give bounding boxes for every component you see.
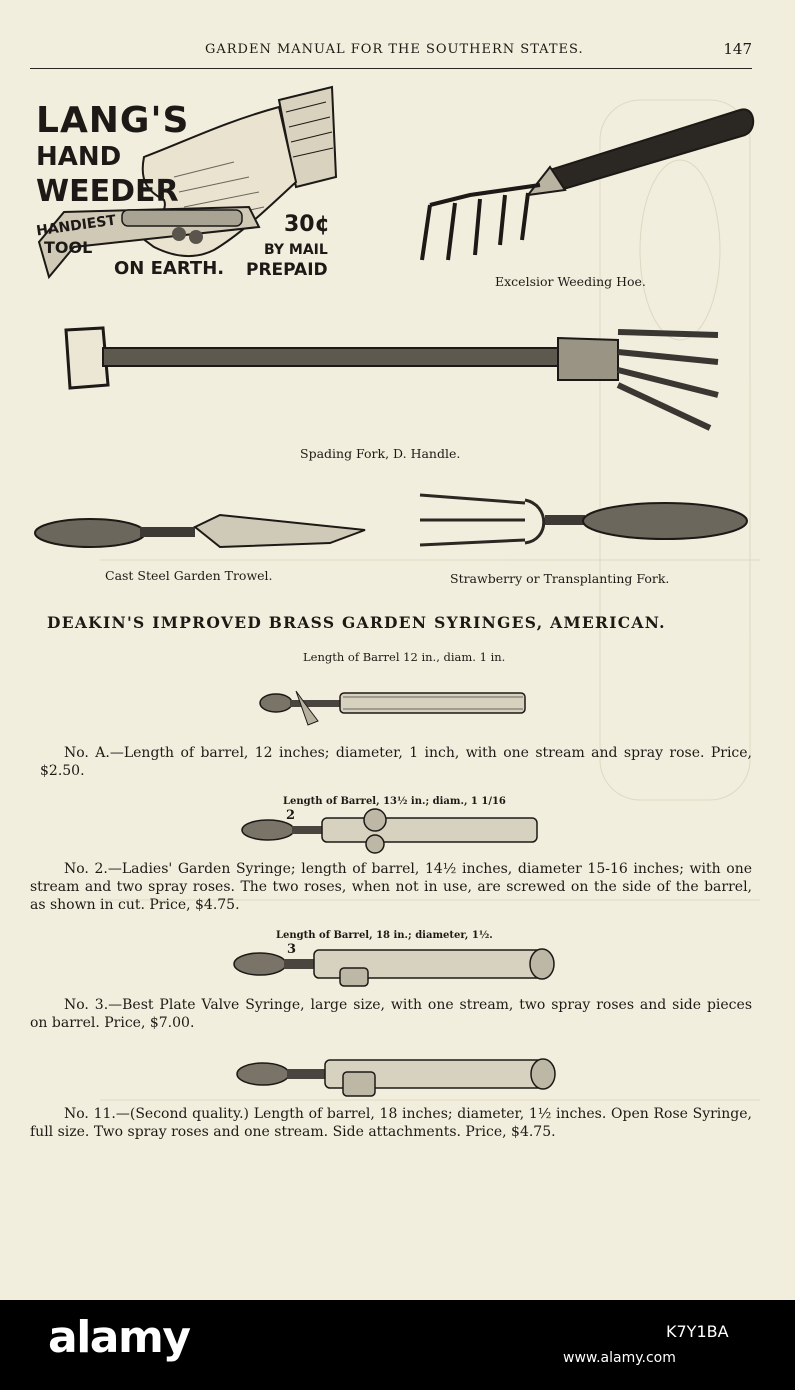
syringe-3-dimensions: Length of Barrel, 18 in.; diameter, 1½. (276, 930, 493, 941)
spading-fork-illustration (58, 310, 723, 440)
ad-price: 30¢ (284, 212, 330, 237)
caption-weeding-hoe: Excelsior Weeding Hoe. (495, 274, 646, 289)
syringe-a-dimensions: Length of Barrel 12 in., diam. 1 in. (303, 650, 506, 664)
transplanting-fork-illustration (415, 485, 750, 565)
syringe-3-illustration (232, 940, 557, 990)
weeding-hoe-illustration (410, 95, 755, 275)
caption-spading-fork: Spading Fork, D. Handle. (300, 446, 461, 461)
garden-trowel-illustration (30, 505, 370, 560)
syringe-a-description: No. A.—Length of barrel, 12 inches; diameter, 1 inch, with one stream and spray rose. Price, $2.50. (40, 745, 752, 779)
syringe-2-label: 2 (286, 808, 296, 823)
syringe-2-description: No. 2.—Ladies' Garden Syringe; length of barrel, 14½ inches, diameter 15-16 inches; with one stream and two spray roses. The two roses, when not in use, are screwed on the side of the barrel, as shown in cut. Price, $4.75. (30, 861, 752, 913)
alamy-logo: alamy (48, 1312, 190, 1363)
running-title: GARDEN MANUAL FOR THE SOUTHERN STATES. (205, 42, 584, 57)
page-number: 147 (723, 40, 752, 58)
ad-by-mail: BY MAIL (264, 242, 328, 258)
syringe-3-label: 3 (287, 942, 297, 957)
ad-prepaid: PREPAID (246, 260, 328, 280)
ad-line-hand: HAND (36, 142, 122, 172)
hand-weeder-ad (34, 82, 339, 287)
syringe-a-illustration (258, 683, 530, 733)
site-url: www.alamy.com (563, 1350, 676, 1366)
ad-tag-on-earth: ON EARTH. (114, 258, 225, 279)
caption-transplanting-fork: Strawberry or Transplanting Fork. (450, 571, 670, 586)
caption-trowel: Cast Steel Garden Trowel. (105, 568, 273, 583)
ad-tag-tool: TOOL (44, 238, 93, 257)
syringe-2-illustration (240, 806, 545, 854)
syringe-11-illustration (235, 1050, 560, 1102)
ad-brand: LANG'S (36, 100, 190, 141)
image-id: K7Y1BA (666, 1322, 729, 1341)
syringe-3-description: No. 3.—Best Plate Valve Syringe, large size, with one stream, two spray roses and side pieces on barrel. Price, $7.00. (30, 997, 752, 1031)
ad-line-weeder: WEEDER (36, 174, 179, 209)
syringe-11-description: No. 11.—(Second quality.) Length of barrel, 18 inches; diameter, 1½ inches. Open Rose Syringe, full size. Two spray roses and one stream. Side attachments. Price, $4.75. (30, 1106, 752, 1140)
page-header (30, 38, 752, 69)
syringe-2-dimensions: Length of Barrel, 13½ in.; diam., 1 1/16 (283, 796, 506, 807)
section-heading: DEAKIN'S IMPROVED BRASS GARDEN SYRINGES, AMERICAN. (47, 613, 666, 632)
ad-tag-handiest: HANDIEST (35, 212, 118, 240)
